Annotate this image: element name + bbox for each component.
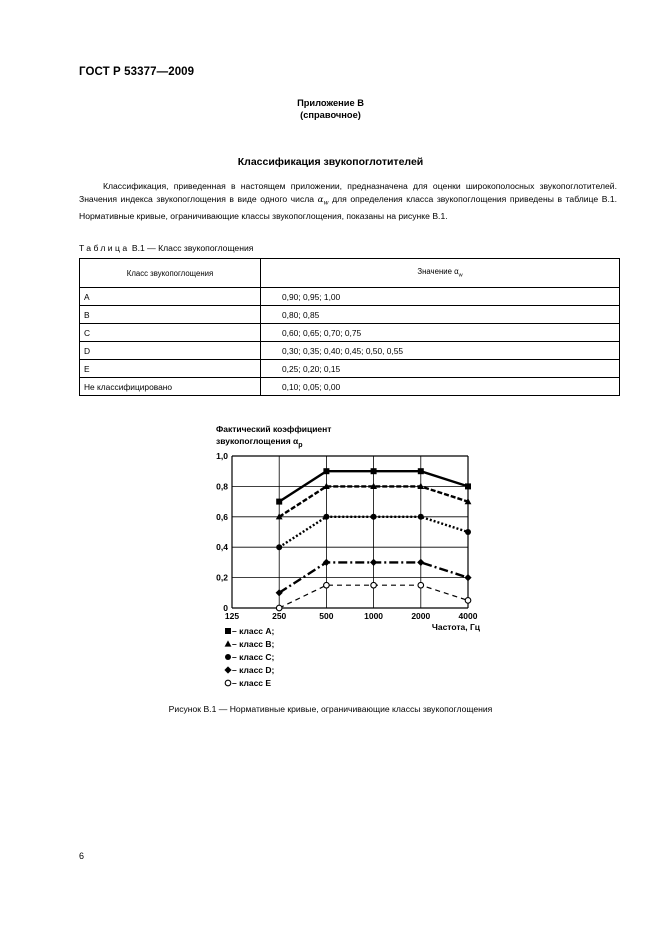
table-caption	[79, 243, 253, 253]
alpha-w-symbol: $\alpha_w$	[317, 195, 329, 207]
x-tick-label: 125	[224, 611, 240, 621]
table-row	[80, 288, 620, 306]
intro-paragraph	[79, 180, 617, 223]
x-axis-label: Частота, Гц	[431, 622, 480, 632]
annex-title: Приложение В	[297, 98, 364, 108]
classification-table	[79, 258, 620, 396]
table-caption-text: В.1 — Класс звукопоглощения	[129, 243, 254, 253]
legend-label: – класс C;	[232, 652, 275, 662]
cell-value: 0,90; 0,95; 1,00	[261, 288, 620, 306]
page-number: 6	[79, 851, 85, 861]
cell-class: В	[80, 306, 261, 324]
data-point-2	[323, 514, 329, 520]
data-point-4	[371, 582, 377, 588]
legend-marker	[225, 628, 231, 634]
data-point-0	[276, 499, 282, 505]
data-point-4	[276, 605, 282, 611]
y-tick-label: 0	[223, 603, 228, 613]
legend-label: – класс B;	[232, 639, 275, 649]
table-body	[80, 288, 620, 396]
legend-marker	[225, 680, 231, 686]
table-row	[80, 342, 620, 360]
data-point-3	[464, 574, 471, 581]
x-tick-label: 1000	[364, 611, 384, 621]
data-point-0	[323, 468, 329, 474]
cell-value: 0,25; 0,20; 0,15	[261, 360, 620, 378]
data-point-0	[465, 483, 471, 489]
table-caption-prefix: Таблица	[79, 243, 130, 253]
y-tick-label: 1,0	[216, 451, 228, 461]
y-tick-label: 0,2	[216, 572, 228, 583]
annex-heading	[0, 97, 661, 121]
cell-class: С	[80, 324, 261, 342]
chart-svg	[190, 422, 490, 697]
paragraph-part1: Классификация, приведенная в настоящем приложении, предназначена для оценки широкополосных звукопоглотителей. Значения индекса звукопоглощения в виде одного числа	[79, 181, 617, 205]
paragraph-part2: для определения класса звукопоглощения приведены в таблице В.1. Нормативные кривые, ограничивающие классы звукопоглощения, показаны на рисунке В.1.	[79, 194, 617, 221]
data-point-2	[465, 529, 471, 535]
data-point-2	[276, 544, 282, 550]
section-title: Классификация звукопоглотителей	[237, 156, 424, 168]
cell-class: А	[80, 288, 261, 306]
standard-code: ГОСТ Р 53377—2009	[79, 66, 195, 78]
data-point-3	[370, 559, 377, 566]
x-tick-label: 250	[272, 611, 287, 621]
header-class: Класс звукопоглощения	[80, 259, 261, 288]
y-tick-label: 0,6	[216, 511, 228, 522]
data-point-2	[371, 514, 377, 520]
figure-caption: Рисунок В.1 — Нормативные кривые, ограничивающие классы звукопоглощения	[168, 704, 493, 714]
data-point-0	[371, 468, 377, 474]
data-point-2	[418, 514, 424, 520]
y-axis-label-line2: звукопоглощения $\alpha_p$	[216, 436, 303, 449]
data-point-4	[465, 598, 471, 604]
absorption-chart	[190, 422, 490, 702]
cell-value: 0,10; 0,05; 0,00	[261, 378, 620, 396]
y-tick-label: 0,4	[216, 542, 228, 553]
legend-marker	[225, 654, 231, 660]
legend-marker	[225, 640, 232, 646]
cell-value: 0,30; 0,35; 0,40; 0,45; 0,50, 0,55	[261, 342, 620, 360]
cell-class: Е	[80, 360, 261, 378]
cell-value: 0,80; 0,85	[261, 306, 620, 324]
table-row	[80, 306, 620, 324]
data-point-4	[418, 582, 424, 588]
cell-class: Не классифицировано	[80, 378, 261, 396]
data-point-0	[418, 468, 424, 474]
y-tick-label: 0,8	[216, 481, 228, 492]
annex-subtitle: (справочное)	[300, 110, 361, 120]
table-row	[80, 378, 620, 396]
legend-marker	[224, 666, 231, 673]
data-point-4	[324, 582, 330, 588]
legend-label: – класс D;	[232, 665, 275, 675]
cell-class: D	[80, 342, 261, 360]
data-point-3	[417, 559, 424, 566]
x-tick-label: 500	[319, 611, 334, 621]
header-value: Значение $\alpha_w$	[261, 259, 620, 288]
table-header-row	[80, 259, 620, 288]
legend-label: – класс A;	[232, 626, 275, 636]
y-axis-label-line1: Фактический коэффициент	[216, 424, 332, 434]
legend-label: – класс E	[232, 678, 272, 688]
x-tick-label: 2000	[411, 611, 431, 621]
cell-value: 0,60; 0,65; 0,70; 0,75	[261, 324, 620, 342]
table-row	[80, 360, 620, 378]
x-tick-label: 4000	[458, 611, 478, 621]
table-row	[80, 324, 620, 342]
